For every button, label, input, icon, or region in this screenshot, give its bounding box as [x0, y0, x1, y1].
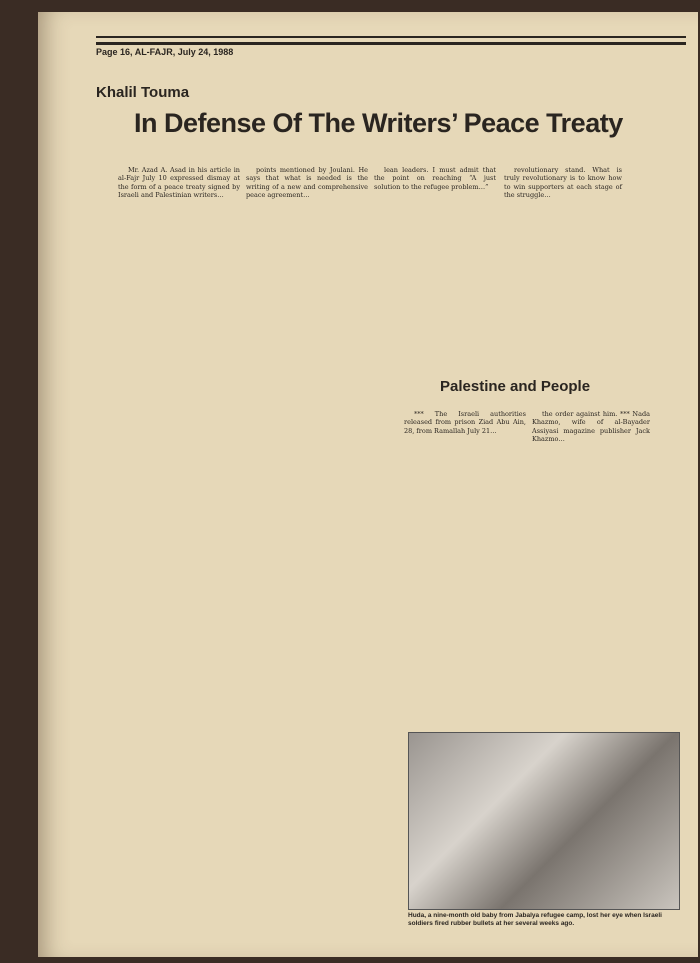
- column-text: lean leaders. I must admit that the point on reaching “A just solution to the refugee problem…”: [374, 166, 496, 191]
- header-rule: [96, 36, 686, 38]
- section-title: Palestine and People: [440, 378, 591, 395]
- headline: In Defense Of The Writers’ Peace Treaty: [134, 108, 623, 138]
- page-header: [96, 42, 686, 57]
- byline: Khalil Touma: [96, 84, 190, 101]
- section-column-2: [532, 410, 650, 446]
- column-text: *** The Israeli authorities released from prison Ziad Abu Ain, 28, from Ramallah July 21…: [404, 410, 526, 435]
- article-column-1: [118, 166, 240, 202]
- column-text: the order against him. *** Nada Khazmo, wife of al-Bayader Assiyasi magazine publisher Jack Khazmo…: [532, 410, 650, 444]
- section-column-1: [404, 410, 526, 437]
- photo-caption: Huda, a nine-month old baby from Jabalya refugee camp, lost her eye when Israeli soldiers fired rubber bullets at her several weeks ago.: [408, 912, 662, 927]
- newspaper-page: [38, 12, 698, 957]
- column-text: Mr. Azad A. Asad in his article in al-Fajr July 10 expressed dismay at the form of a peace treaty signed by Israeli and Palestinian writers…: [118, 166, 240, 200]
- article-column-3: [374, 166, 496, 193]
- page-header-label: Page 16, AL-FAJR, July 24, 1988: [96, 47, 234, 57]
- column-text: points mentioned by Joulani. He says that what is needed is the writing of a new and comprehensive peace agreement…: [246, 166, 368, 200]
- news-photo: [408, 732, 680, 910]
- article-column-2: [246, 166, 368, 202]
- article-column-4: [504, 166, 622, 202]
- column-text: revolutionary stand. What is truly revolutionary is to know how to win supporters at each stage of the struggle…: [504, 166, 622, 200]
